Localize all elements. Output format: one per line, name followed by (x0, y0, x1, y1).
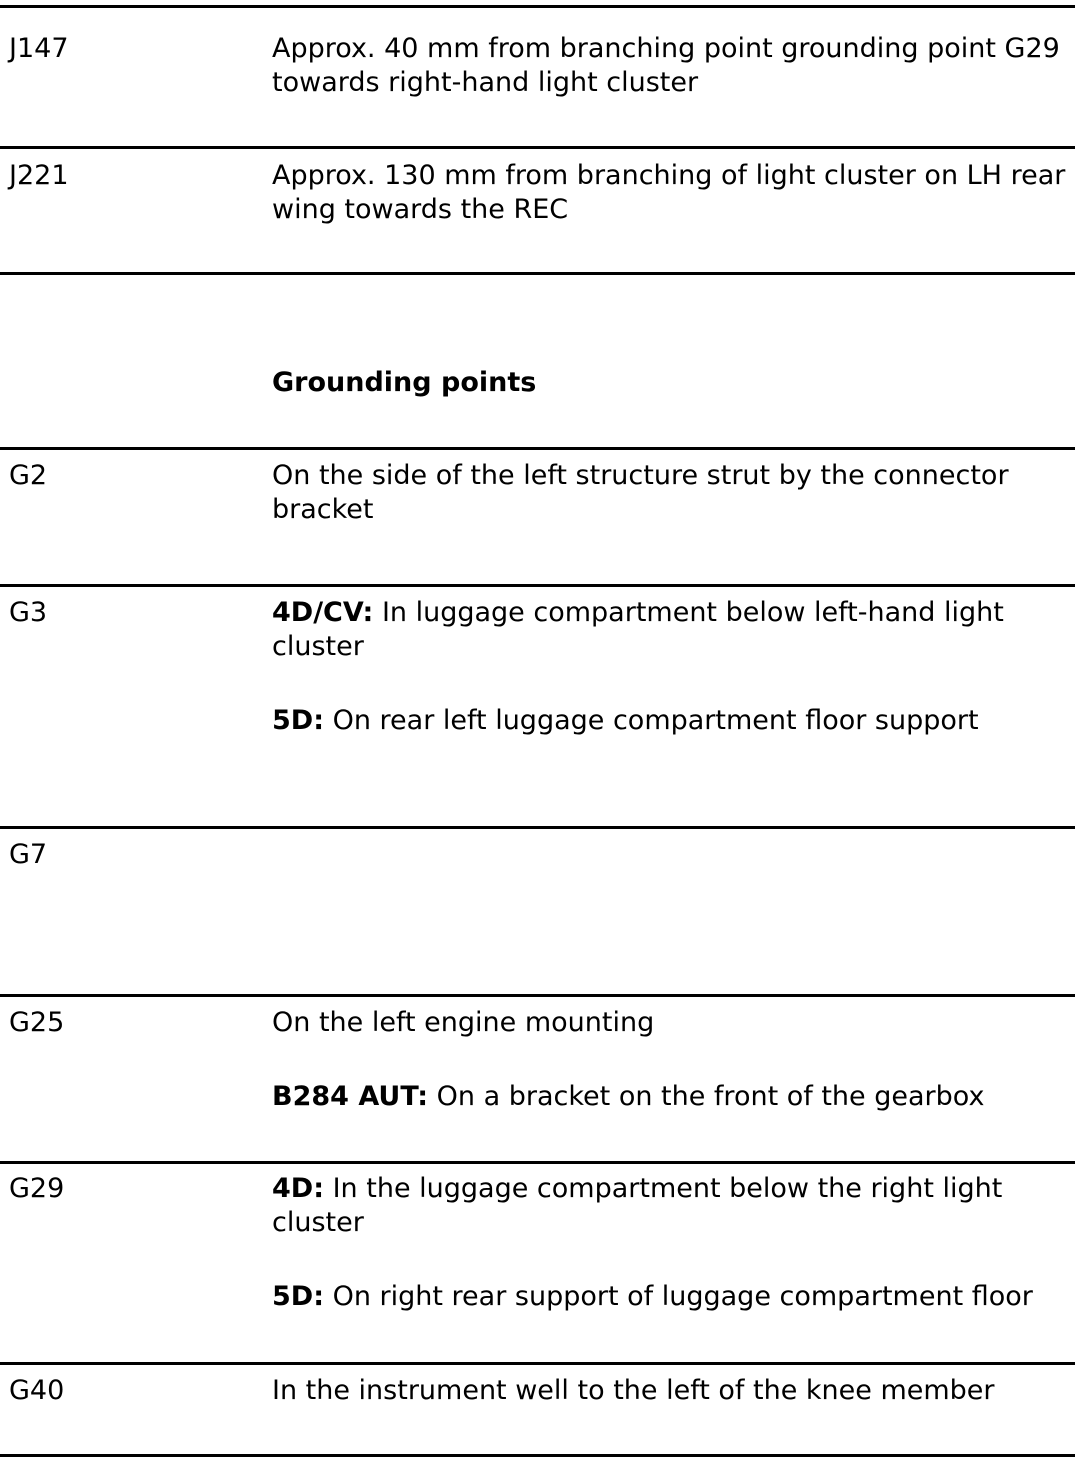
variant-label: 5D: (272, 705, 324, 736)
table-rule (0, 272, 1075, 275)
row-description: In the instrument well to the left of the knee member (272, 1375, 995, 1406)
table-rule (0, 1362, 1075, 1365)
table-rule (0, 1454, 1075, 1457)
row-code: G3 (9, 597, 48, 628)
variant-label: 5D: (272, 1281, 324, 1312)
row-description: On the side of the left structure strut by the connector bracket (272, 460, 1009, 525)
row-code: G25 (9, 1007, 65, 1038)
table-rule (0, 994, 1075, 997)
table-rule (0, 584, 1075, 587)
row-code: J221 (9, 160, 69, 191)
row-description: Approx. 40 mm from branching point grounding point G29 towards right-hand light cluster (272, 33, 1060, 98)
table-rule (0, 826, 1075, 829)
row-description (272, 1080, 1067, 1114)
variant-label: 4D: (272, 1173, 324, 1204)
variant-text: On a bracket on the front of the gearbox (428, 1081, 985, 1112)
table-rule (0, 146, 1075, 149)
row-code: G40 (9, 1375, 65, 1406)
row-code: G2 (9, 460, 48, 491)
row-code: G7 (9, 839, 48, 870)
table-rule (0, 1161, 1075, 1164)
variant-text: On rear left luggage compartment floor support (324, 705, 979, 736)
variant-label: 4D/CV: (272, 597, 374, 628)
variant-text: In the luggage compartment below the right light cluster (272, 1173, 1003, 1238)
row-description (272, 1280, 1067, 1314)
row-description (272, 596, 1067, 664)
section-heading: Grounding points (272, 367, 537, 398)
variant-text: On right rear support of luggage compartment floor (324, 1281, 1033, 1312)
row-code: G29 (9, 1173, 65, 1204)
row-description: On the left engine mounting (272, 1007, 655, 1038)
variant-label: B284 AUT: (272, 1081, 429, 1112)
variant-text: In luggage compartment below left-hand light cluster (272, 597, 1004, 662)
table-rule (0, 447, 1075, 450)
row-code: J147 (9, 33, 69, 64)
row-description (272, 1172, 1067, 1240)
row-description: Approx. 130 mm from branching of light cluster on LH rear wing towards the REC (272, 160, 1066, 225)
row-description (272, 704, 1067, 738)
table-rule (0, 5, 1075, 8)
